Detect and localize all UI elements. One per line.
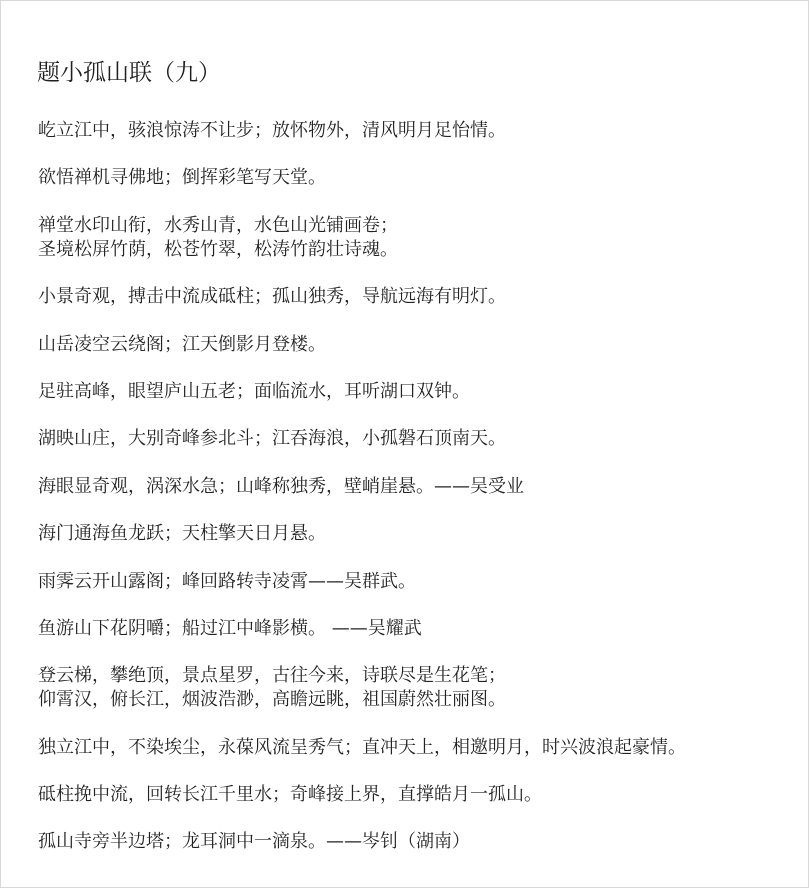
couplet-line: 海眼显奇观，涡深水急；山峰称独秀，壁峭崖悬。——吴受业 bbox=[38, 475, 524, 497]
couplet-line: 圣境松屏竹荫，松苍竹翠，松涛竹韵壮诗魂。 bbox=[38, 238, 398, 260]
couplet-item bbox=[38, 736, 808, 760]
couplet-line: 足驻高峰，眼望庐山五老；面临流水，耳听湖口双钟。 bbox=[38, 380, 470, 402]
couplet-line: 雨霁云开山露阁；峰回路转寺凌霄——吴群武。 bbox=[38, 570, 416, 592]
couplet-line: 独立江中，不染埃尘，永葆风流呈秀气；直冲天上，相邀明月，时兴波浪起豪情。 bbox=[38, 736, 686, 758]
couplet-item bbox=[38, 427, 808, 451]
couplet-line: 欲悟禅机寻佛地；倒挥彩笔写天堂。 bbox=[38, 167, 326, 189]
couplet-item bbox=[38, 285, 808, 309]
couplet-item bbox=[38, 475, 808, 499]
couplet-line: 仰霄汉，俯长江，烟波浩渺，高瞻远眺，祖国蔚然壮丽图。 bbox=[38, 689, 506, 711]
couplet-item bbox=[38, 617, 808, 641]
couplet-item bbox=[38, 570, 808, 594]
couplet-item bbox=[38, 214, 808, 262]
couplet-item bbox=[38, 522, 808, 546]
couplet-line: 鱼游山下花阴嚼；船过江中峰影横。 ——吴耀武 bbox=[38, 617, 422, 639]
couplet-line: 砥柱挽中流，回转长江千里水；奇峰接上界，直撑皓月一孤山。 bbox=[38, 784, 542, 806]
couplet-item bbox=[38, 119, 808, 143]
couplet-item bbox=[38, 166, 808, 190]
couplet-item bbox=[38, 783, 808, 807]
couplet-item bbox=[38, 333, 808, 357]
couplet-line: 孤山寺旁半边塔；龙耳洞中一滴泉。——岑钊（湖南） bbox=[38, 831, 470, 853]
couplet-line: 湖映山庄，大别奇峰参北斗；江吞海浪，小孤磐石顶南天。 bbox=[38, 428, 506, 450]
couplet-line: 登云梯，攀绝顶，景点星罗，古往今来，诗联尽是生花笔； bbox=[38, 665, 506, 687]
couplet-item bbox=[38, 830, 808, 854]
page-title: 题小孤山联（九） bbox=[37, 60, 221, 86]
couplet-line: 屹立江中，骇浪惊涛不让步；放怀物外，清风明月足怡情。 bbox=[38, 120, 506, 141]
couplet-item bbox=[38, 664, 808, 712]
couplet-line: 海门通海鱼龙跃；天柱擎天日月悬。 bbox=[38, 523, 326, 545]
couplet-line: 小景奇观，搏击中流成砥柱；孤山独秀，导航远海有明灯。 bbox=[38, 286, 506, 308]
couplet-line: 山岳凌空云绕阁；江天倒影月登楼。 bbox=[38, 333, 326, 355]
couplet-item bbox=[38, 380, 808, 404]
couplet-list bbox=[38, 119, 808, 878]
couplet-line: 禅堂水印山衔，水秀山青，水色山光铺画卷； bbox=[38, 214, 398, 236]
